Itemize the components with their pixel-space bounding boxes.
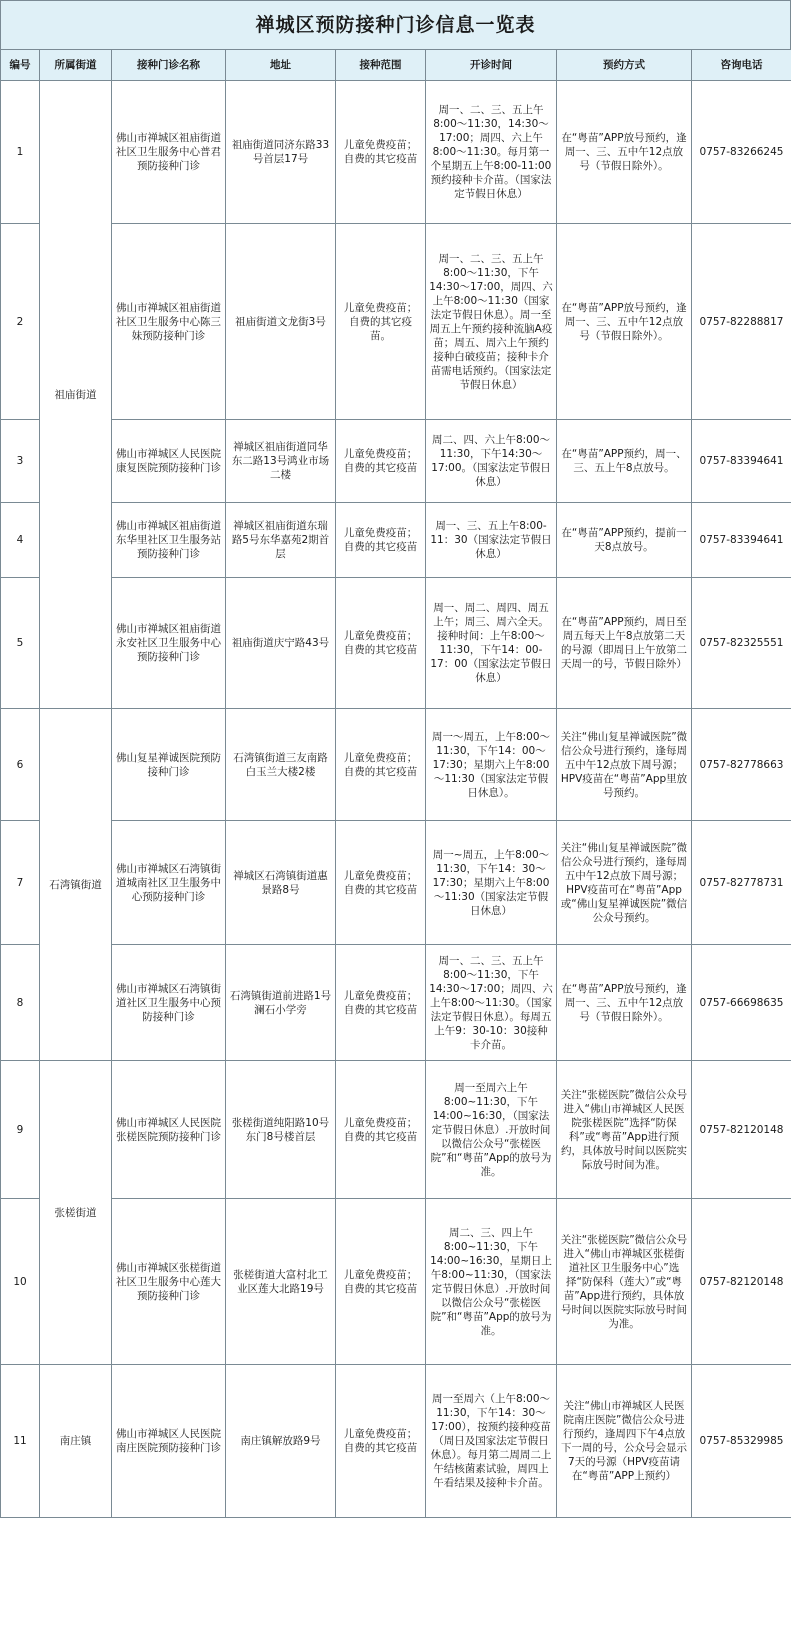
header-phone: 咨询电话 [692,50,791,81]
table-row [1,821,791,945]
vaccine-scope: 儿童免费疫苗；自费的其它疫苗 [336,1365,426,1518]
row-number: 1 [1,81,40,224]
header-number: 编号 [1,50,40,81]
clinic-address: 祖庙街道同济东路33号首层17号 [226,81,336,224]
clinic-name: 佛山市禅城区祖庙街道社区卫生服务中心普君预防接种门诊 [112,81,226,224]
row-number: 7 [1,821,40,945]
opening-hours: 周一、周二、周四、周五上午；周三、周六全天。接种时间：上午8:00～11:30，下午14：00-17：00（国家法定节假日休息） [426,578,557,709]
clinic-name: 佛山市禅城区人民医院南庄医院预防接种门诊 [112,1365,226,1518]
vaccine-scope: 儿童免费疫苗；自费的其它疫苗 [336,420,426,503]
vaccine-scope: 儿童免费疫苗；自费的其它疫苗 [336,945,426,1061]
phone-number: 0757-82778663 [692,709,791,821]
clinic-address: 禅城区石湾镇街道惠景路8号 [226,821,336,945]
table-row [1,81,791,224]
district-cell: 南庄镇 [40,1365,112,1518]
header-booking: 预约方式 [557,50,692,81]
row-number: 9 [1,1061,40,1199]
district-cell: 祖庙街道 [40,81,112,709]
booking-method: 关注“佛山复星禅诚医院”微信公众号进行预约，逢每周五中午12点放下周号源；HPV疫苗在“粤苗”App里放号预约。 [557,709,692,821]
vaccine-scope: 儿童免费疫苗；自费的其它疫苗 [336,709,426,821]
row-number: 10 [1,1199,40,1365]
phone-number: 0757-83266245 [692,81,791,224]
vaccine-scope: 儿童免费疫苗；自费的其它疫苗 [336,821,426,945]
table-row [1,503,791,578]
vaccine-scope: 儿童免费疫苗；自费的其它疫苗 [336,578,426,709]
phone-number: 0757-83394641 [692,420,791,503]
row-number: 5 [1,578,40,709]
row-number: 2 [1,224,40,420]
page-title: 禅城区预防接种门诊信息一览表 [0,0,791,49]
row-number: 4 [1,503,40,578]
phone-number: 0757-82288817 [692,224,791,420]
phone-number: 0757-66698635 [692,945,791,1061]
table-row [1,945,791,1061]
header-district: 所属街道 [40,50,112,81]
clinic-name: 佛山市禅城区石湾镇街道社区卫生服务中心预防接种门诊 [112,945,226,1061]
clinic-name: 佛山市禅城区人民医院康复医院预防接种门诊 [112,420,226,503]
phone-number: 0757-82778731 [692,821,791,945]
clinic-address: 祖庙街道文龙街3号 [226,224,336,420]
opening-hours: 周一至周六（上午8:00～11:30，下午14：30～17:00），按预约接种疫苗（周日及国家法定节假日休息）。每月第二周周二上午结核菌素试验，周四上午看结果及接种卡介苗。 [426,1365,557,1518]
clinic-name: 佛山市禅城区人民医院张槎医院预防接种门诊 [112,1061,226,1199]
district-cell: 张槎街道 [40,1061,112,1365]
header-row [1,50,791,81]
booking-method: 在“粤苗”APP放号预约，逢周一、三、五中午12点放号（节假日除外）。 [557,81,692,224]
clinic-name: 佛山复星禅诚医院预防接种门诊 [112,709,226,821]
table-row [1,578,791,709]
row-number: 3 [1,420,40,503]
opening-hours: 周一至周六上午8:00~11:30，下午14:00~16:30，（国家法定节假日休息）.开放时间以微信公众号“张槎医院”和“粤苗”App的放号为准。 [426,1061,557,1199]
header-hours: 开诊时间 [426,50,557,81]
opening-hours: 周二、三、四上午8:00~11:30，下午14:00~16:30，星期日上午8:00~11:30，（国家法定节假日休息）.开放时间以微信公众号“张槎医院”和“粤苗”App的放号为准。 [426,1199,557,1365]
booking-method: 在“粤苗”APP预约，周日至周五每天上午8点放第二天的号源（即周日上午放第二天周一的号，节假日除外） [557,578,692,709]
clinic-address: 禅城区祖庙街道同华东二路13号鸿业市场二楼 [226,420,336,503]
header-clinic-name: 接种门诊名称 [112,50,226,81]
table-row [1,1061,791,1199]
vaccine-scope: 儿童免费疫苗；自费的其它疫苗 [336,1199,426,1365]
clinic-name: 佛山市禅城区祖庙街道永安社区卫生服务中心预防接种门诊 [112,578,226,709]
header-address: 地址 [226,50,336,81]
clinic-address: 南庄镇解放路9号 [226,1365,336,1518]
clinic-address: 禅城区祖庙街道东瑞路5号东华嘉苑2期首层 [226,503,336,578]
clinic-address: 石湾镇街道前进路1号澜石小学旁 [226,945,336,1061]
row-number: 6 [1,709,40,821]
table-row [1,709,791,821]
clinic-name: 佛山市禅城区祖庙街道东华里社区卫生服务站预防接种门诊 [112,503,226,578]
clinic-address: 张槎街道纯阳路10号东门8号楼首层 [226,1061,336,1199]
district-cell: 石湾镇街道 [40,709,112,1061]
table-row [1,1199,791,1365]
table-row [1,420,791,503]
phone-number: 0757-82120148 [692,1061,791,1199]
table-row [1,1365,791,1518]
booking-method: 关注“佛山复星禅诚医院”微信公众号进行预约，逢每周五中午12点放下周号源；HPV疫苗可在“粤苗”App或“佛山复星禅诚医院”微信公众号预约。 [557,821,692,945]
vaccine-scope: 儿童免费疫苗；自费的其它疫苗。 [336,224,426,420]
opening-hours: 周一~周五，上午8:00～11:30，下午14：30～17:30；星期六上午8:00～11:30（国家法定节假日休息） [426,821,557,945]
phone-number: 0757-83394641 [692,503,791,578]
booking-method: 关注“张槎医院”微信公众号进入“佛山市禅城区张槎街道社区卫生服务中心”选择“防保科（莲大）”或“粤苗”App进行预约，具体放号时间以医院实际放号时间为准。 [557,1199,692,1365]
opening-hours: 周一、二、三、五上午8:00～11:30，14:30～17:00；周四、六上午8:00～11:30。每月第一个星期五上午8:00-11:00预约接种卡介苗。（国家法定节假日休息） [426,81,557,224]
table-row [1,224,791,420]
clinic-name: 佛山市禅城区石湾镇街道城南社区卫生服务中心预防接种门诊 [112,821,226,945]
clinic-address: 祖庙街道庆宁路43号 [226,578,336,709]
clinic-address: 石湾镇街道三友南路白玉兰大楼2楼 [226,709,336,821]
booking-method: 关注“张槎医院”微信公众号进入“佛山市禅城区人民医院张槎医院”选择“防保科”或“粤苗”App进行预约，具体放号时间以医院实际放号时间为准。 [557,1061,692,1199]
phone-number: 0757-82325551 [692,578,791,709]
clinic-name: 佛山市禅城区张槎街道社区卫生服务中心莲大预防接种门诊 [112,1199,226,1365]
booking-method: 在“粤苗”APP放号预约，逢周一、三、五中午12点放号（节假日除外）。 [557,224,692,420]
phone-number: 0757-82120148 [692,1199,791,1365]
booking-method: 在“粤苗”APP放号预约，逢周一、三、五中午12点放号（节假日除外）。 [557,945,692,1061]
opening-hours: 周一、二、三、五上午8:00～11:30，下午14:30～17:00，周四、六上午8:00～11:30（国家法定节假日休息）。周一至周五上午预约接种流脑A疫苗；周五、周六上午预约接种白破疫苗；接种卡介苗需电话预约。（国家法定节假日休息） [426,224,557,420]
phone-number: 0757-85329985 [692,1365,791,1518]
vaccine-scope: 儿童免费疫苗；自费的其它疫苗 [336,503,426,578]
opening-hours: 周二、四、六上午8:00～11:30，下午14:30～17:00。（国家法定节假日休息） [426,420,557,503]
booking-method: 在“粤苗”APP预约，周一、三、五上午8点放号。 [557,420,692,503]
booking-method: 关注“佛山市禅城区人民医院南庄医院”微信公众号进行预约，逢周四下午4点放下一周的号，公众号会显示7天的号源（HPV疫苗请在“粤苗”APP上预约） [557,1365,692,1518]
opening-hours: 周一、三、五上午8:00-11：30（国家法定节假日休息） [426,503,557,578]
row-number: 8 [1,945,40,1061]
header-scope: 接种范围 [336,50,426,81]
clinic-address: 张槎街道大富村北工业区莲大北路19号 [226,1199,336,1365]
vaccine-scope: 儿童免费疫苗；自费的其它疫苗 [336,81,426,224]
booking-method: 在“粤苗”APP预约，提前一天8点放号。 [557,503,692,578]
vaccine-scope: 儿童免费疫苗；自费的其它疫苗 [336,1061,426,1199]
opening-hours: 周一、二、三、五上午8:00～11:30，下午14:30～17:00；周四、六上午8:00～11:30。（国家法定节假日休息）。每周五上午9：30-10：30接种卡介苗。 [426,945,557,1061]
clinic-name: 佛山市禅城区祖庙街道社区卫生服务中心陈三妹预防接种门诊 [112,224,226,420]
opening-hours: 周一～周五，上午8:00～11:30，下午14：00～17:30；星期六上午8:00～11:30（国家法定节假日休息）。 [426,709,557,821]
clinic-table [0,49,791,1518]
row-number: 11 [1,1365,40,1518]
